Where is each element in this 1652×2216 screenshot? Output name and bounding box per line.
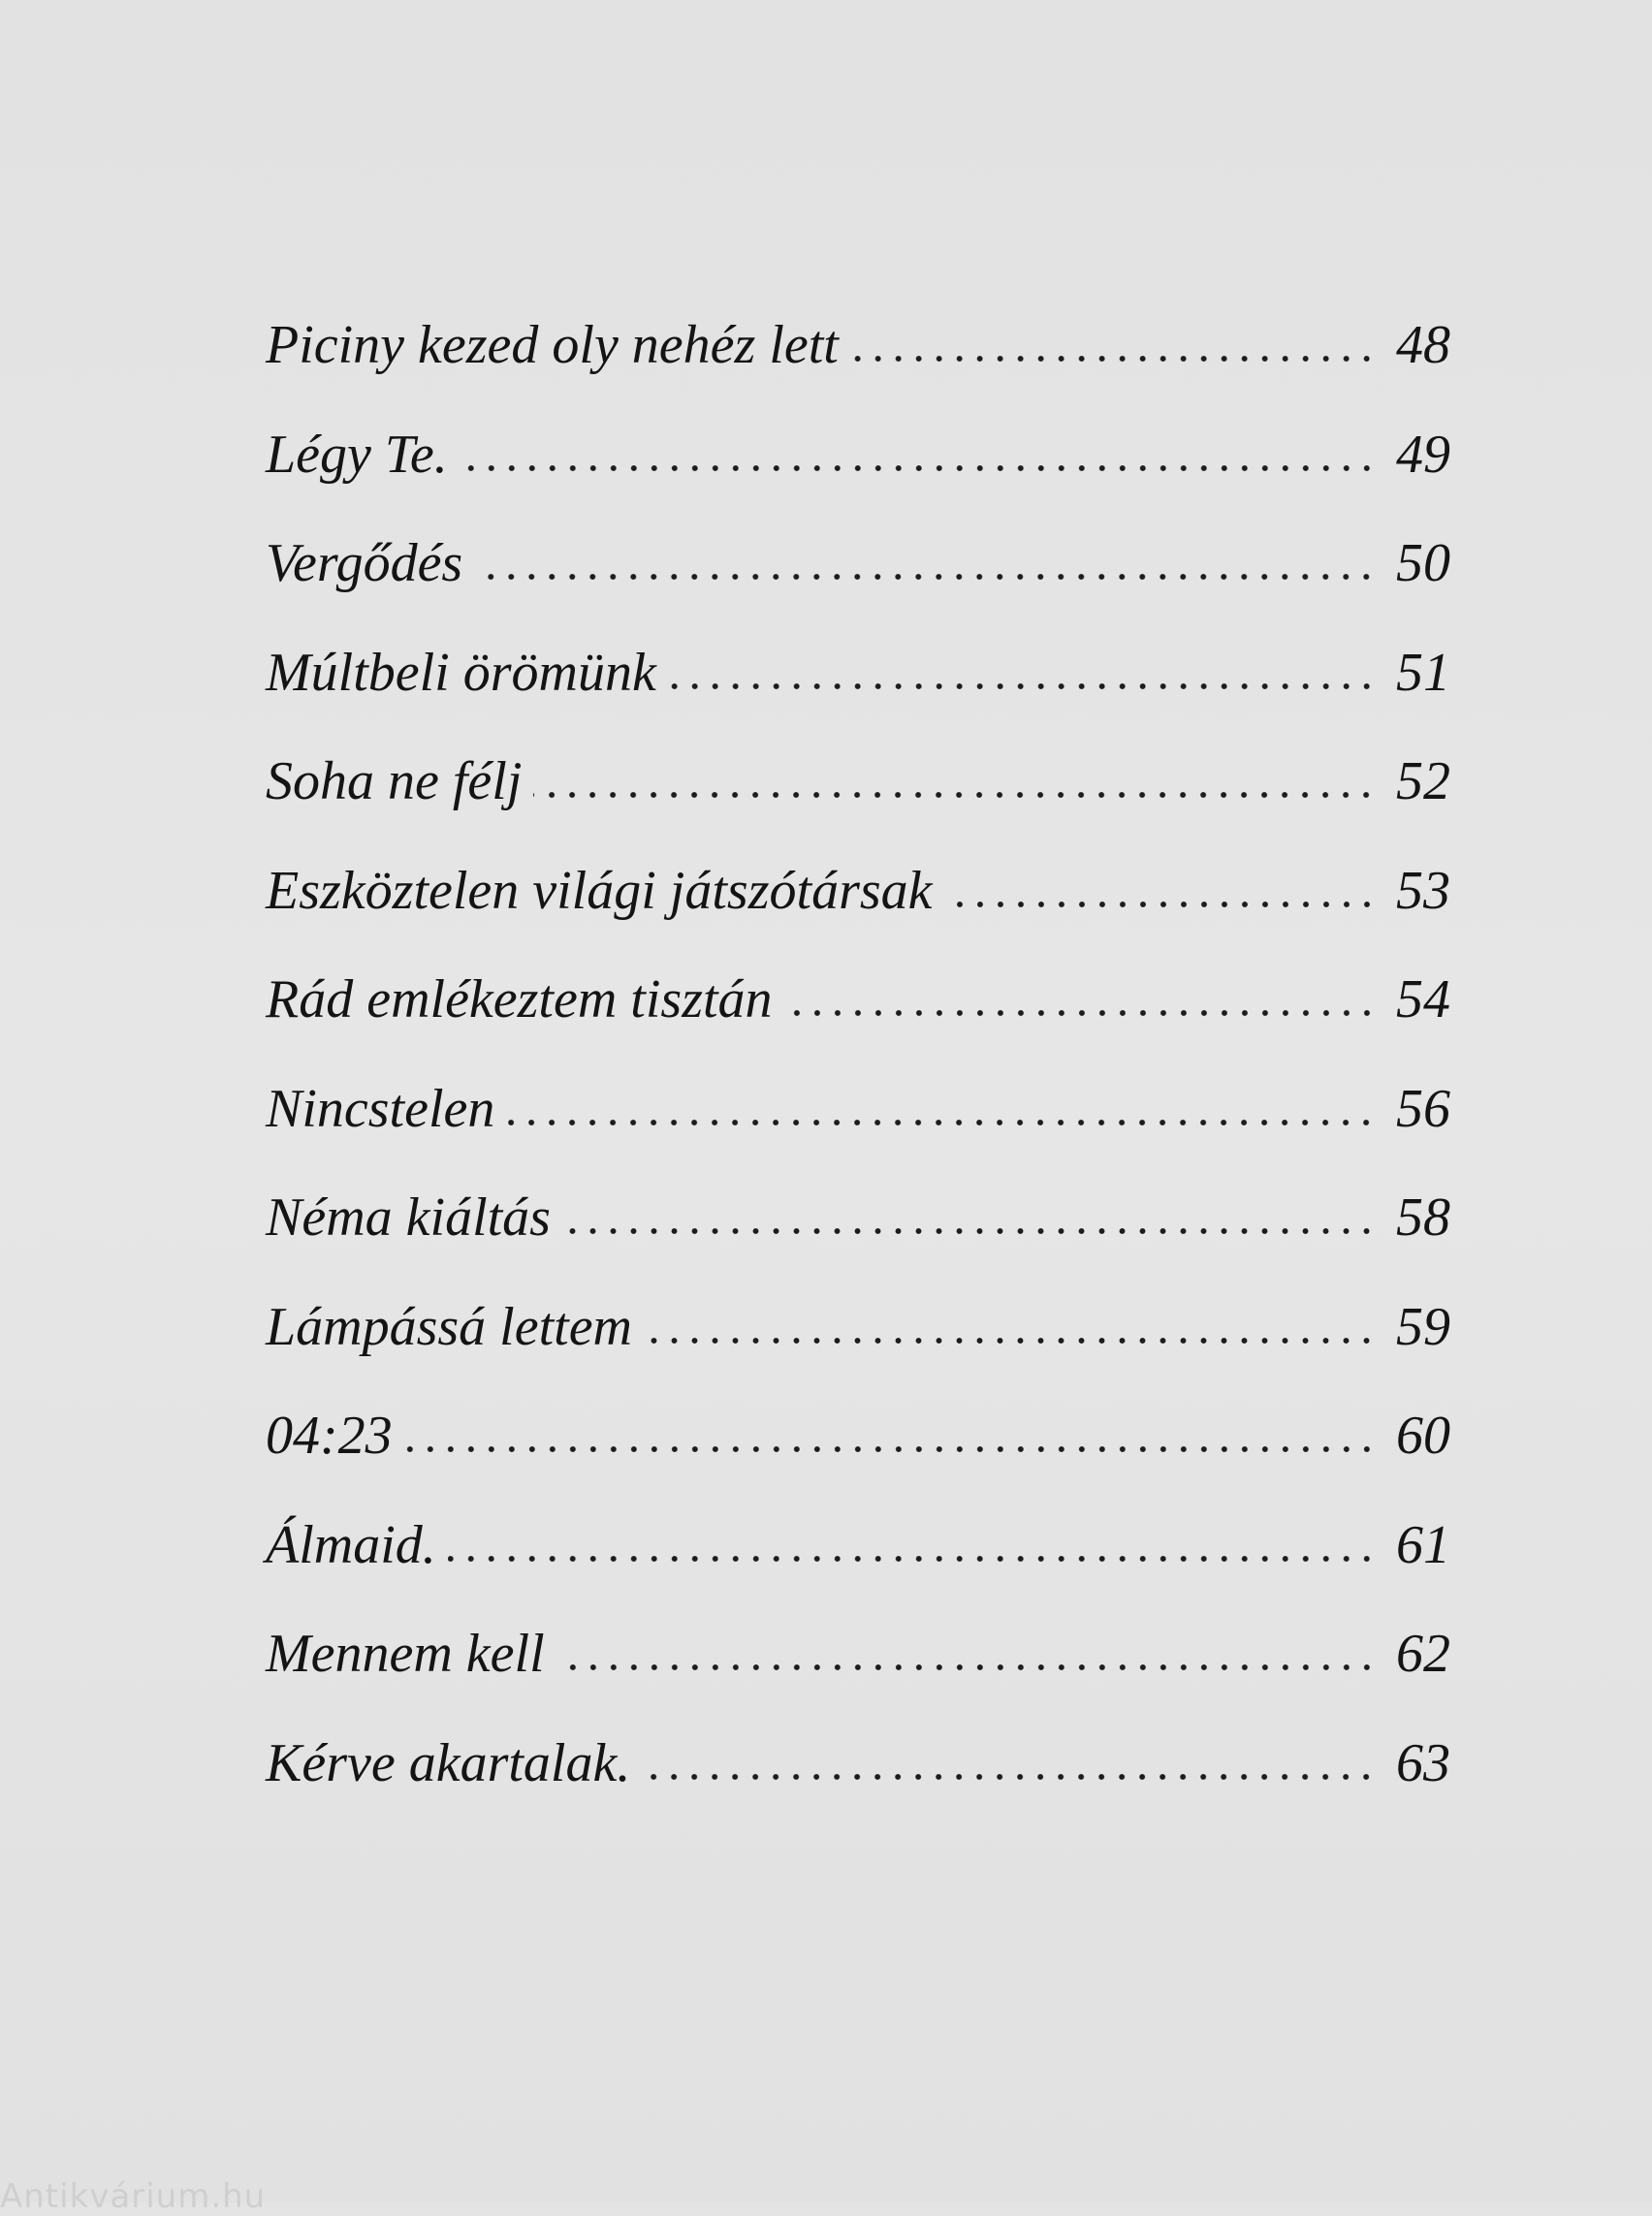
toc-entry-title: Légy Te. xyxy=(266,424,448,485)
toc-entry xyxy=(266,400,1450,510)
dot-leader xyxy=(644,1298,1381,1356)
dot-leader xyxy=(562,1188,1381,1247)
toc-entry-page: 51 xyxy=(1396,642,1450,703)
dot-leader xyxy=(784,970,1381,1029)
toc-entry-title: Álmaid. xyxy=(266,1514,436,1575)
toc-entry-title: Soha ne félj xyxy=(266,751,523,812)
dot-leader xyxy=(944,862,1381,920)
toc-entry-page: 62 xyxy=(1396,1624,1450,1685)
dot-leader xyxy=(474,534,1381,592)
toc-entry-title: Eszköztelen világi játszótársak xyxy=(266,860,933,921)
toc-entry-title: 04:23 xyxy=(266,1406,393,1467)
dot-leader xyxy=(668,644,1381,702)
toc-entry-title: Nincstelen xyxy=(266,1078,495,1139)
toc-entry xyxy=(266,1163,1450,1273)
toc-entry-page: 60 xyxy=(1396,1406,1450,1467)
toc-entry-page: 54 xyxy=(1396,969,1450,1030)
toc-entry-title: Mennem kell xyxy=(266,1624,545,1685)
toc-entry-page: 58 xyxy=(1396,1187,1450,1249)
toc-entry xyxy=(266,1055,1450,1164)
toc-entry-title: Lámpássá lettem xyxy=(266,1296,632,1357)
toc-entry-page: 48 xyxy=(1396,315,1450,376)
dot-leader xyxy=(448,1516,1381,1574)
toc-entry-title: Néma kiáltás xyxy=(266,1187,551,1249)
toc-entry-page: 52 xyxy=(1396,751,1450,812)
toc-entry xyxy=(266,1491,1450,1600)
watermark: Antikvárium.hu xyxy=(0,2177,267,2216)
toc-entry-page: 61 xyxy=(1396,1514,1450,1575)
toc-entry-page: 56 xyxy=(1396,1078,1450,1139)
toc-entry-title: Rád emlékeztem tisztán xyxy=(266,969,773,1030)
toc-entry-title: Piciny kezed oly nehéz lett xyxy=(266,315,839,376)
dot-leader xyxy=(642,1734,1381,1792)
dot-leader xyxy=(404,1407,1381,1465)
toc-entry-title: Vergődés xyxy=(266,533,463,594)
toc-entry xyxy=(266,837,1450,946)
toc-entry xyxy=(266,1273,1450,1382)
dot-leader xyxy=(533,752,1381,810)
toc-entry xyxy=(266,1381,1450,1491)
toc-entry xyxy=(266,1599,1450,1709)
toc-entry-title: Kérve akartalak. xyxy=(266,1732,631,1793)
toc-entry-page: 53 xyxy=(1396,860,1450,921)
dot-leader xyxy=(850,316,1381,374)
toc-entry xyxy=(266,727,1450,837)
toc-entry xyxy=(266,945,1450,1055)
toc-entry-page: 59 xyxy=(1396,1296,1450,1357)
toc-entry-title: Múltbeli örömünk xyxy=(266,642,656,703)
toc-entry-page: 63 xyxy=(1396,1732,1450,1793)
toc-entry xyxy=(266,1709,1450,1819)
dot-leader xyxy=(556,1625,1381,1683)
toc-entry xyxy=(266,618,1450,728)
toc-entry xyxy=(266,509,1450,618)
table-of-contents xyxy=(266,291,1450,1818)
toc-entry-page: 50 xyxy=(1396,533,1450,594)
dot-leader xyxy=(506,1080,1381,1138)
dot-leader xyxy=(460,426,1381,484)
toc-entry-page: 49 xyxy=(1396,424,1450,485)
toc-entry xyxy=(266,291,1450,400)
